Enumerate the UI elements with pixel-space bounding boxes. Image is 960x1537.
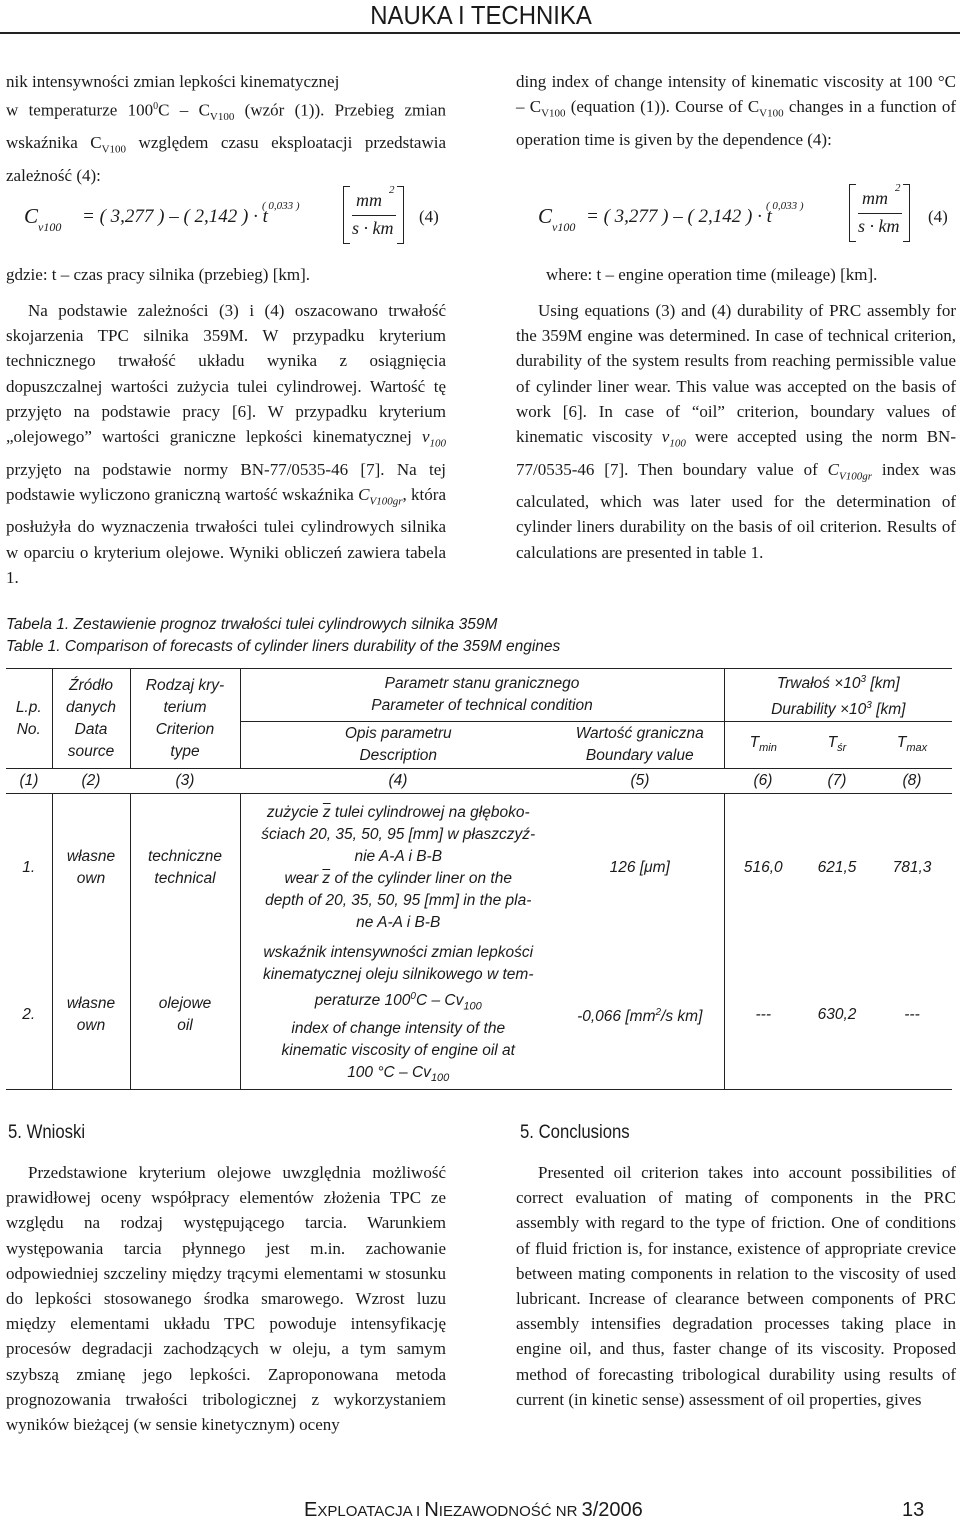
header-criterion: Rodzaj kry- terium Criterion type [130,669,240,769]
header-source: Źródło danych Data source [52,669,130,769]
header-rule [0,32,960,34]
row2-description: wskaźnik intensywności zmian lepkości kinematycznej oleju silnikowego w tem- peraturze $100^0C - Cv_{100}$ index of change intensity of the kinematic viscosity of engine oil at 100 $^\circ C - Cv_{100}$ [240,942,556,1089]
table-row: 2. własne own olejowe oil wskaźnik intensywności zmian lepkości kinematycznej oleju silnikowego w tem- peraturze $100^0C - Cv_{100}$ index of change intensity of the kinematic viscosity of engine oil at 100 $^\circ C - Cv_{100}$ -0,066 [$mm^2/s$ km] --- 630,2 --- [6,942,952,1089]
right-paragraph-2: Using equations (3) and (4) durability of PRC assembly for the 359M engine was determined. In case of technical criterion, durability of the system results from reaching permissible value of cylinder liner wear. This value was accepted on the basis of work [6]. In case of “oil” criterion, boundary values of kinematic viscosity $v_{100}$ were accepted using the norm BN-77/0535-46 [7]. Then boundary value of $C_{V100gr}$ index was calculated, which was later used for the determination of cylinder liners durability on the basis of oil criterion. Results of calculations are presented in table 1. [516,301,956,562]
row1-description: zużycie $\overline{z}$ tulei cylindrowej na głęboko- ściach 20, 35, 50, 95 [mm] w płaszczyź- nie A-A i B-B wear $\overline{z}$ of the cylinder liner on the depth of 20, 35, 50, 95 [mm] in the pla- ne A-A i B-B [240,794,556,943]
durability-table [6,668,952,1090]
left-where: gdzie: t – czas pracy silnika (przebieg) [km]. [6,265,310,284]
table-caption-pl: Tabela 1. Zestawienie prognoz trwałości tulei cylindrowych silnika 359M [6,616,498,633]
header-parameter: Parametr stanu granicznego Parameter of technical condition [240,669,724,722]
header-tmax: $T_{max}$ [872,722,952,769]
header-description: Opis parametru Description [240,722,556,769]
table-caption-en: Table 1. Comparison of forecasts of cylinder liners durability of the 359M engines [6,638,561,655]
journal-section-title: NAUKA I TECHNIKA [370,0,592,30]
right-where: where: t – engine operation time (mileage) [km]. [546,265,878,284]
page-number: 13 [902,1499,925,1521]
left-paragraph-2: Na podstawie zależności (3) i (4) oszacowano trwałość skojarzenia TPC silnika 359M. W przypadku kryterium technicznego trwałość układu wynika z osiągnięcia dopuszczalnej wartości zużycia tulei cylindrowej. Wartość tę przyjęto na podstawie pracy [6]. W przypadku kryterium „olejowego” wartości graniczne lepkości kinematycznej $v_{100}$ przyjęto na podstawie normy BN-77/0535-46 [7]. Na tej podstawie wyliczono graniczną wartość wskaźnika $C_{V100gr}$, która posłużyła do wyznaczenia trwałości tulei cylindrowych silnika w oparciu o kryterium olejowe. Wyniki obliczeń zawiera tabela 1. [6,301,446,587]
journal-footer: EXPLOATACJA I NIEZAWODNOŚĆ NR 3/2006 [304,1499,643,1521]
right-paragraph-1: ding index of change intensity of kinematic viscosity at 100 $^\circ C - C_{V100}$ (equation (1)). Course of $C_{V100}$ changes in a function of operation time is given by the dependence (4): [516,72,957,149]
formula-4-right: C v100 = ( 3,277 ) – ( 2,142 ) · t ( 0,033 ) mm 2 s · km (4) [516,180,960,250]
conclusions-pl: Przedstawione kryterium olejowe uwzględnia możliwość prawidłowej oceny współpracy elementów złożenia TPC ze względu na rodzaj występującego tarcia. Warunkiem występowania tarcia płynnego jest m.in. zachowanie odpowiedniej szczeliny między trącymi elementami w stosunku do lepkości stosowanego środka smarowego. Wzrost luzu między elementami układu TPC powoduje intensyfikację procesów degradacji zachodzących w oleju, a tym samym szybszą zmianę jego lepkości. Zaproponowana metoda prognozowania trwałości tribologicznej z wykorzystaniem wyników bieżącej (w sensie kinetycznym) oceny [6,1163,446,1435]
header-tsr: $T_{śr}$ [802,722,872,769]
header-boundary: Wartość graniczna Boundary value [556,722,724,769]
formula-4-left: C v100 = ( 3,277 ) – ( 2,142 ) · t ( 0,033 ) mm 2 s · km (4) [6,180,456,250]
section-heading-wnioski: 5. Wnioski [8,1122,86,1143]
conclusions-en: Presented oil criterion takes into account possibilities of correct evaluation of mating of components in the PRC assembly with regard to the type of friction. One of conditions of fluid friction is, for instance, existence of appropriate crevice between mating components in relation to the viscosity of used lubricant. Increase of clearance between components of PRC assembly intensifies degradation processes taking place in engine oil, and thus, faster change of its viscosity. Proposed method of forecasting tribological durability using results of current (in kinetic sense) assessment of oil properties, gives [516,1163,956,1409]
header-durability: Trwałoś $\times 10^3$ [km] Durability $\times 10^3$ [km] [724,669,952,722]
section-heading-conclusions: 5. Conclusions [520,1122,630,1143]
header-tmin: $T_{min}$ [724,722,802,769]
table-row: 1. własne own techniczne technical zużycie $\overline{z}$ tulei cylindrowej na głęboko- ściach 20, 35, 50, 95 [mm] w płaszczyź- nie A-A i B-B wear $\overline{z}$ of the cylinder liner on the depth of 20, 35, 50, 95 [mm] in the pla- ne A-A i B-B 126 [μm] 516,0 621,5 781,3 [6,794,952,943]
header-lp: L.p. No. [6,669,52,769]
column-number-row: (1) (2) (3) (4) (5) (6) (7) (8) [6,769,952,794]
left-paragraph-1: nik intensywności zmian lepkości kinematycznej w temperaturze $100^0C - C_{V100}$ (wzór (1)). Przebieg zmian wskaźnika $C_{V100}$ względem czasu eksploatacji przedstawia zależność (4): [6,72,447,186]
table-header-row [6,669,952,722]
